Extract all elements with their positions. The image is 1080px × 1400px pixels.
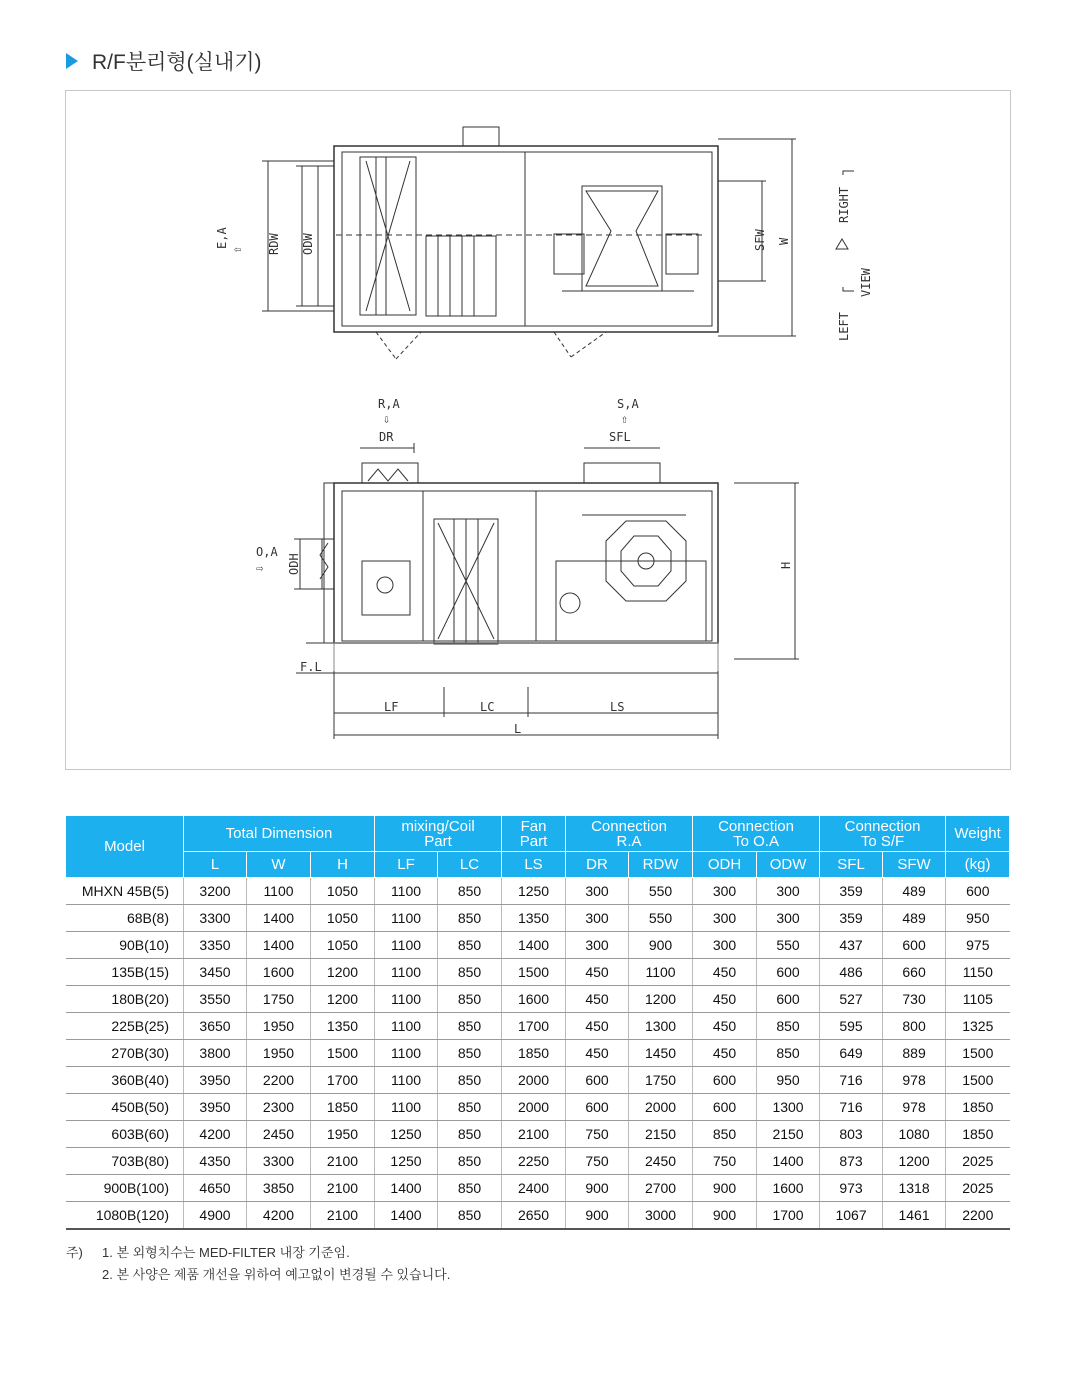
subheader-cell: LS xyxy=(502,852,566,878)
header-conn-sf-line2: To S/F xyxy=(860,832,905,850)
value-cell: 1500 xyxy=(946,1040,1010,1067)
triangle-bullet-icon xyxy=(66,53,78,69)
value-cell: 800 xyxy=(883,1013,946,1040)
value-cell: 1850 xyxy=(946,1094,1010,1121)
subheader-cell: SFW xyxy=(883,852,946,878)
value-cell: 600 xyxy=(757,959,820,986)
value-cell: 450 xyxy=(566,1013,629,1040)
value-cell: 2100 xyxy=(311,1202,375,1230)
value-cell: 1100 xyxy=(375,986,438,1013)
header-connection-oa xyxy=(693,816,820,852)
value-cell: 300 xyxy=(693,932,757,959)
label-right: RIGHT xyxy=(837,186,851,223)
value-cell: 1100 xyxy=(375,1013,438,1040)
value-cell: 973 xyxy=(820,1175,883,1202)
value-cell: 1600 xyxy=(502,986,566,1013)
table-body xyxy=(66,878,1010,1230)
value-cell: 649 xyxy=(820,1040,883,1067)
arrow-oa-icon: ⇨ xyxy=(256,561,264,575)
label-lc: LC xyxy=(480,700,495,714)
model-cell: 68B(8) xyxy=(66,905,184,932)
label-ra: R,A xyxy=(378,397,400,411)
model-cell: 135B(15) xyxy=(66,959,184,986)
value-cell: 4900 xyxy=(184,1202,247,1230)
header-conn-oa-line2: To O.A xyxy=(733,832,779,850)
table-row xyxy=(66,1175,1010,1202)
table-row xyxy=(66,1067,1010,1094)
value-cell: 600 xyxy=(566,1094,629,1121)
value-cell: 2300 xyxy=(247,1094,311,1121)
value-cell: 1350 xyxy=(502,905,566,932)
table-row xyxy=(66,1148,1010,1175)
value-cell: 1080 xyxy=(883,1121,946,1148)
header-total-dimension: Total Dimension xyxy=(184,816,375,852)
value-cell: 300 xyxy=(757,878,820,905)
model-cell: 270B(30) xyxy=(66,1040,184,1067)
value-cell: 486 xyxy=(820,959,883,986)
value-cell: 1100 xyxy=(375,1040,438,1067)
value-cell: 1600 xyxy=(247,959,311,986)
value-cell: 1700 xyxy=(757,1202,820,1230)
label-odh: ODH xyxy=(287,553,301,575)
label-ea: E,A xyxy=(215,227,229,249)
value-cell: 1200 xyxy=(883,1148,946,1175)
value-cell: 1950 xyxy=(311,1121,375,1148)
value-cell: 3000 xyxy=(629,1202,693,1230)
value-cell: 1318 xyxy=(883,1175,946,1202)
table-row xyxy=(66,1013,1010,1040)
value-cell: 900 xyxy=(629,932,693,959)
label-sa: S,A xyxy=(617,397,639,411)
table-row xyxy=(66,959,1010,986)
header-fan-line1: Fan xyxy=(520,817,547,835)
model-cell: 603B(60) xyxy=(66,1121,184,1148)
value-cell: 4200 xyxy=(184,1121,247,1148)
value-cell: 975 xyxy=(946,932,1010,959)
table-row xyxy=(66,932,1010,959)
value-cell: 4650 xyxy=(184,1175,247,1202)
value-cell: 900 xyxy=(566,1175,629,1202)
label-view: VIEW xyxy=(859,268,873,297)
value-cell: 1950 xyxy=(247,1040,311,1067)
value-cell: 489 xyxy=(883,905,946,932)
model-cell: 180B(20) xyxy=(66,986,184,1013)
table-row xyxy=(66,1094,1010,1121)
value-cell: 550 xyxy=(757,932,820,959)
value-cell: 1400 xyxy=(502,932,566,959)
value-cell: 2650 xyxy=(502,1202,566,1230)
label-sfl: SFL xyxy=(609,430,631,444)
value-cell: 300 xyxy=(566,878,629,905)
value-cell: 600 xyxy=(946,878,1010,905)
header-conn-oa-line1: Connection xyxy=(718,817,794,835)
value-cell: 1400 xyxy=(375,1175,438,1202)
value-cell: 1300 xyxy=(757,1094,820,1121)
value-cell: 3350 xyxy=(184,932,247,959)
value-cell: 850 xyxy=(438,932,502,959)
value-cell: 595 xyxy=(820,1013,883,1040)
value-cell: 1750 xyxy=(629,1067,693,1094)
value-cell: 850 xyxy=(438,1013,502,1040)
value-cell: 2450 xyxy=(629,1148,693,1175)
value-cell: 1700 xyxy=(502,1013,566,1040)
value-cell: 850 xyxy=(438,986,502,1013)
front-view-drawing xyxy=(294,443,799,739)
header-weight: Weight xyxy=(946,816,1010,852)
value-cell: 1250 xyxy=(375,1148,438,1175)
label-ls: LS xyxy=(610,700,625,714)
top-view-labels xyxy=(215,187,873,341)
value-cell: 1250 xyxy=(375,1121,438,1148)
arrow-sa-icon: ⇧ xyxy=(621,412,629,426)
value-cell: 2700 xyxy=(629,1175,693,1202)
value-cell: 900 xyxy=(566,1202,629,1230)
value-cell: 600 xyxy=(566,1067,629,1094)
section-title xyxy=(66,46,262,76)
value-cell: 1100 xyxy=(375,959,438,986)
value-cell: 1750 xyxy=(247,986,311,1013)
model-cell: 450B(50) xyxy=(66,1094,184,1121)
header-conn-sf-line1: Connection xyxy=(844,817,921,835)
value-cell: 527 xyxy=(820,986,883,1013)
value-cell: 3800 xyxy=(184,1040,247,1067)
label-w: W xyxy=(777,237,791,245)
value-cell: 600 xyxy=(757,986,820,1013)
table-subheader-row xyxy=(66,852,1010,878)
header-mixing-coil xyxy=(375,816,502,852)
value-cell: 3550 xyxy=(184,986,247,1013)
value-cell: 1450 xyxy=(629,1040,693,1067)
value-cell: 1600 xyxy=(757,1175,820,1202)
value-cell: 1150 xyxy=(946,959,1010,986)
header-mixing-coil-line2: Part xyxy=(424,832,452,850)
value-cell: 1461 xyxy=(883,1202,946,1230)
value-cell: 850 xyxy=(438,1148,502,1175)
header-fan-line2: Part xyxy=(519,832,548,850)
value-cell: 1100 xyxy=(247,878,311,905)
value-cell: 300 xyxy=(693,905,757,932)
value-cell: 450 xyxy=(693,959,757,986)
table-row xyxy=(66,878,1010,905)
value-cell: 2150 xyxy=(629,1121,693,1148)
value-cell: 1100 xyxy=(375,878,438,905)
label-l: L xyxy=(514,722,522,736)
value-cell: 2025 xyxy=(946,1175,1010,1202)
value-cell: 450 xyxy=(566,1040,629,1067)
value-cell: 803 xyxy=(820,1121,883,1148)
value-cell: 950 xyxy=(757,1067,820,1094)
subheader-cell: ODW xyxy=(757,852,820,878)
value-cell: 750 xyxy=(566,1121,629,1148)
subheader-cell: LC xyxy=(438,852,502,878)
value-cell: 1200 xyxy=(311,986,375,1013)
table-row xyxy=(66,1121,1010,1148)
header-connection-sf xyxy=(820,816,946,852)
header-mixing-coil-line1: mixing/Coil xyxy=(401,817,475,835)
value-cell: 2200 xyxy=(946,1202,1010,1230)
value-cell: 900 xyxy=(693,1202,757,1230)
model-cell: MHXN 45B(5) xyxy=(66,878,184,905)
value-cell: 3300 xyxy=(184,905,247,932)
value-cell: 850 xyxy=(438,1094,502,1121)
value-cell: 4350 xyxy=(184,1148,247,1175)
value-cell: 3850 xyxy=(247,1175,311,1202)
table-row xyxy=(66,905,1010,932)
subheader-cell: L xyxy=(184,852,247,878)
label-sfw: SFW xyxy=(753,229,767,251)
value-cell: 1400 xyxy=(757,1148,820,1175)
notes-label: 주) xyxy=(66,1245,83,1260)
note-item: 1. 본 외형치수는 MED-FILTER 내장 기준임. xyxy=(102,1245,350,1260)
value-cell: 3200 xyxy=(184,878,247,905)
value-cell: 850 xyxy=(438,1040,502,1067)
value-cell: 3300 xyxy=(247,1148,311,1175)
technical-drawing xyxy=(65,90,1011,770)
value-cell: 300 xyxy=(693,878,757,905)
value-cell: 2000 xyxy=(629,1094,693,1121)
value-cell: 550 xyxy=(629,905,693,932)
value-cell: 300 xyxy=(566,932,629,959)
value-cell: 1100 xyxy=(375,1094,438,1121)
note-item: 2. 본 사양은 제품 개선을 위하여 예고없이 변경될 수 있습니다. xyxy=(102,1267,451,1282)
value-cell: 1950 xyxy=(247,1013,311,1040)
value-cell: 950 xyxy=(946,905,1010,932)
value-cell: 850 xyxy=(757,1013,820,1040)
value-cell: 850 xyxy=(438,959,502,986)
value-cell: 2100 xyxy=(311,1148,375,1175)
value-cell: 1200 xyxy=(629,986,693,1013)
value-cell: 437 xyxy=(820,932,883,959)
value-cell: 1105 xyxy=(946,986,1010,1013)
value-cell: 850 xyxy=(438,1202,502,1230)
model-cell: 360B(40) xyxy=(66,1067,184,1094)
subheader-cell: ODH xyxy=(693,852,757,878)
value-cell: 2150 xyxy=(757,1121,820,1148)
value-cell: 300 xyxy=(757,905,820,932)
value-cell: 600 xyxy=(883,932,946,959)
value-cell: 4200 xyxy=(247,1202,311,1230)
value-cell: 1850 xyxy=(502,1040,566,1067)
value-cell: 850 xyxy=(757,1040,820,1067)
model-cell: 1080B(120) xyxy=(66,1202,184,1230)
value-cell: 716 xyxy=(820,1094,883,1121)
value-cell: 730 xyxy=(883,986,946,1013)
value-cell: 450 xyxy=(693,986,757,1013)
table-row xyxy=(66,1040,1010,1067)
value-cell: 889 xyxy=(883,1040,946,1067)
value-cell: 660 xyxy=(883,959,946,986)
value-cell: 1350 xyxy=(311,1013,375,1040)
value-cell: 3950 xyxy=(184,1094,247,1121)
label-odw: ODW xyxy=(301,233,315,255)
subheader-cell: W xyxy=(247,852,311,878)
value-cell: 1200 xyxy=(311,959,375,986)
model-cell: 90B(10) xyxy=(66,932,184,959)
label-fl: F.L xyxy=(300,660,322,674)
section-title-text: R/F분리형(실내기) xyxy=(92,51,262,74)
value-cell: 1700 xyxy=(311,1067,375,1094)
value-cell: 1100 xyxy=(375,932,438,959)
value-cell: 2100 xyxy=(502,1121,566,1148)
value-cell: 1325 xyxy=(946,1013,1010,1040)
value-cell: 978 xyxy=(883,1067,946,1094)
value-cell: 1500 xyxy=(311,1040,375,1067)
value-cell: 1400 xyxy=(247,932,311,959)
header-conn-ra-line1: Connection xyxy=(591,817,667,835)
value-cell: 3650 xyxy=(184,1013,247,1040)
label-lf: LF xyxy=(384,700,399,714)
value-cell: 1100 xyxy=(375,1067,438,1094)
value-cell: 450 xyxy=(566,959,629,986)
value-cell: 1050 xyxy=(311,905,375,932)
value-cell: 873 xyxy=(820,1148,883,1175)
spec-table xyxy=(65,815,1010,1230)
value-cell: 1500 xyxy=(946,1067,1010,1094)
value-cell: 1850 xyxy=(946,1121,1010,1148)
value-cell: 1250 xyxy=(502,878,566,905)
subheader-cell: RDW xyxy=(629,852,693,878)
value-cell: 600 xyxy=(693,1067,757,1094)
table-row xyxy=(66,1202,1010,1230)
value-cell: 2000 xyxy=(502,1067,566,1094)
value-cell: 2025 xyxy=(946,1148,1010,1175)
value-cell: 850 xyxy=(438,1067,502,1094)
value-cell: 1100 xyxy=(629,959,693,986)
value-cell: 2100 xyxy=(311,1175,375,1202)
value-cell: 850 xyxy=(438,905,502,932)
value-cell: 900 xyxy=(693,1175,757,1202)
value-cell: 1067 xyxy=(820,1202,883,1230)
value-cell: 450 xyxy=(693,1040,757,1067)
value-cell: 450 xyxy=(693,1013,757,1040)
value-cell: 550 xyxy=(629,878,693,905)
value-cell: 489 xyxy=(883,878,946,905)
table-row xyxy=(66,986,1010,1013)
value-cell: 3450 xyxy=(184,959,247,986)
model-cell: 900B(100) xyxy=(66,1175,184,1202)
subheader-cell: SFL xyxy=(820,852,883,878)
label-rdw: RDW xyxy=(267,233,281,255)
value-cell: 2000 xyxy=(502,1094,566,1121)
header-model: Model xyxy=(66,816,184,878)
value-cell: 1850 xyxy=(311,1094,375,1121)
subheader-cell: LF xyxy=(375,852,438,878)
value-cell: 750 xyxy=(693,1148,757,1175)
value-cell: 1400 xyxy=(375,1202,438,1230)
value-cell: 359 xyxy=(820,905,883,932)
label-h: H xyxy=(779,561,793,569)
table-header-row xyxy=(66,816,1010,852)
value-cell: 1300 xyxy=(629,1013,693,1040)
value-cell: 1100 xyxy=(375,905,438,932)
value-cell: 300 xyxy=(566,905,629,932)
subheader-cell: DR xyxy=(566,852,629,878)
value-cell: 3950 xyxy=(184,1067,247,1094)
label-oa: O,A xyxy=(256,545,278,559)
value-cell: 716 xyxy=(820,1067,883,1094)
subheader-cell: H xyxy=(311,852,375,878)
value-cell: 750 xyxy=(566,1148,629,1175)
value-cell: 850 xyxy=(438,1175,502,1202)
value-cell: 450 xyxy=(566,986,629,1013)
label-left: LEFT xyxy=(837,312,851,341)
header-conn-ra-line2: R.A xyxy=(616,832,642,850)
label-dr: DR xyxy=(379,430,394,444)
header-fan-part xyxy=(502,816,566,852)
value-cell: 1050 xyxy=(311,932,375,959)
value-cell: 2400 xyxy=(502,1175,566,1202)
value-cell: 850 xyxy=(438,878,502,905)
notes xyxy=(66,1242,450,1286)
value-cell: 850 xyxy=(693,1121,757,1148)
value-cell: 1500 xyxy=(502,959,566,986)
model-cell: 225B(25) xyxy=(66,1013,184,1040)
value-cell: 850 xyxy=(438,1121,502,1148)
value-cell: 359 xyxy=(820,878,883,905)
value-cell: 1050 xyxy=(311,878,375,905)
value-cell: 978 xyxy=(883,1094,946,1121)
value-cell: 2250 xyxy=(502,1148,566,1175)
value-cell: 2200 xyxy=(247,1067,311,1094)
header-connection-ra xyxy=(566,816,693,852)
value-cell: 1400 xyxy=(247,905,311,932)
arrow-ra-icon: ⇩ xyxy=(383,412,391,426)
model-cell: 703B(80) xyxy=(66,1148,184,1175)
value-cell: 2450 xyxy=(247,1121,311,1148)
value-cell: 600 xyxy=(693,1094,757,1121)
subheader-cell: (kg) xyxy=(946,852,1010,878)
arrow-ea-icon: ⇦ xyxy=(234,242,242,256)
